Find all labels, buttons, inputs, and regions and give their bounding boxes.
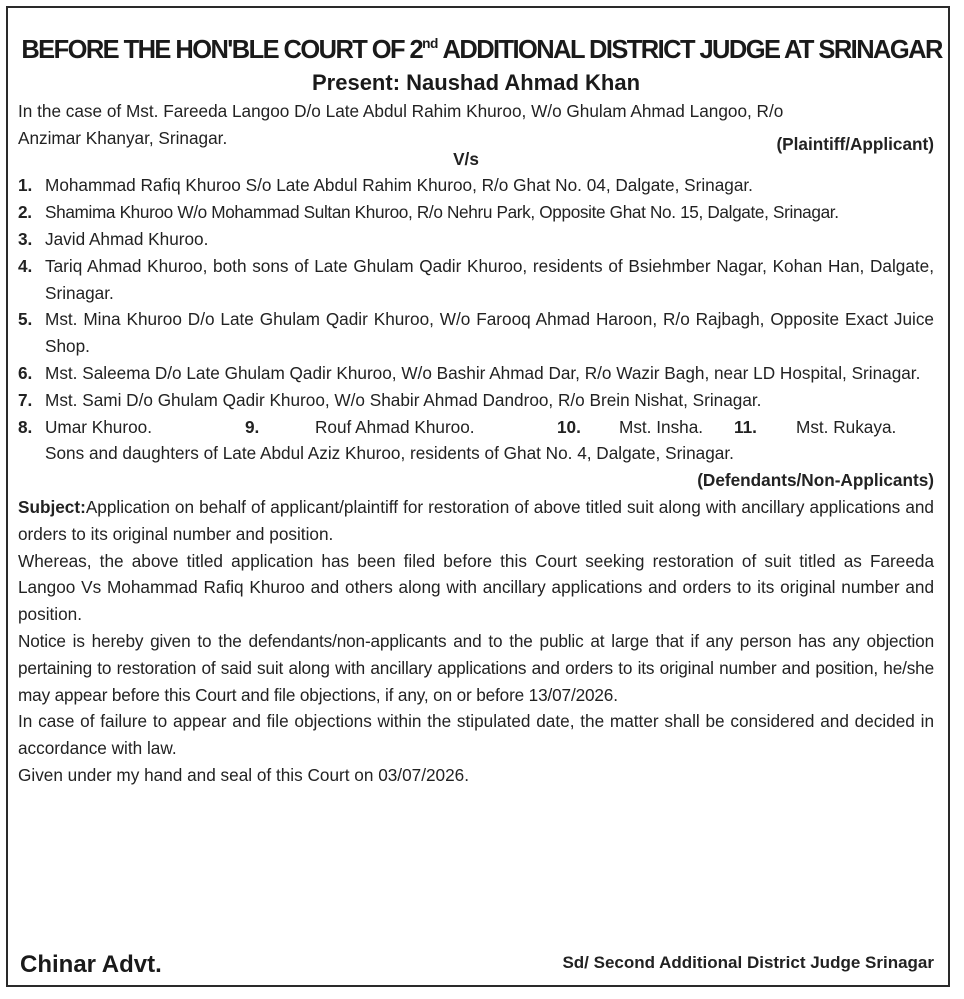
judge-signature: Sd/ Second Additional District Judge Srinagar (562, 953, 934, 973)
defendant-item (18, 253, 934, 307)
defendant-text: Mst. Insha. (619, 416, 704, 437)
versus-label: V/s (453, 148, 479, 169)
whereas-paragraph: Whereas, the above titled application has been filed before this Court seeking restoration of suit titled as Fareeda Langoo Vs Mohammad Rafiq Khuroo and others along with ancillary applications and orders to its original number and position. (18, 550, 934, 625)
defendant-text: Umar Khuroo. (45, 416, 152, 437)
defendant-item (18, 199, 934, 226)
subject-text: Application on behalf of applicant/plaintiff for restoration of above titled suit along with ancillary applications and orders to its original number and position. (18, 496, 934, 544)
heading-ordinal: nd (422, 35, 438, 51)
defendant-item (18, 387, 934, 414)
defendants-list (18, 172, 934, 467)
defendant-number: 8. (18, 416, 33, 437)
notice-paragraph: Notice is hereby given to the defendants/non-applicants and to the public at large that if any person has any objection pertaining to restoration of said suit along with ancillary applications and orders to its original number and position, he/she may appear before this Court and file objections, if any, on or before 13/07/2026. (18, 630, 934, 705)
defendant-number: 5. (18, 309, 33, 330)
advertiser-brand: Chinar Advt. (20, 951, 162, 978)
case-line-2-row (18, 125, 934, 152)
presiding-officer: Present: Naushad Ahmad Khan (311, 70, 641, 95)
subject-label: Subject: (18, 496, 86, 517)
defendant-number: 9. (245, 416, 260, 437)
defendant-text: Shamima Khuroo W/o Mohammad Sultan Khuroo, R/o Nehru Park, Opposite Ghat No. 15, Dalgate, Srinagar. (45, 202, 839, 223)
defendant-text: Javid Ahmad Khuroo. (45, 228, 209, 249)
defendant-text: Mst. Sami D/o Ghulam Qadir Khuroo, W/o Shabir Ahmad Dandroo, R/o Brein Nishat, Srinagar. (45, 389, 762, 410)
failure-paragraph: In case of failure to appear and file objections within the stipulated date, the matter shall be considered and decided in accordance with law. (18, 711, 934, 759)
defendant-item-group (18, 414, 934, 441)
given-paragraph: Given under my hand and seal of this Court on 03/07/2026. (18, 764, 469, 785)
defendant-text: Mst. Rukaya. (796, 416, 897, 437)
defendant-text: Rouf Ahmad Khuroo. (315, 416, 475, 437)
defendants-note: Sons and daughters of Late Abdul Aziz Khuroo, residents of Ghat No. 4, Dalgate, Srinagar. (45, 443, 734, 464)
defendant-number: 3. (18, 228, 33, 249)
defendant-number: 4. (18, 255, 33, 276)
case-line-1: In the case of Mst. Fareeda Langoo D/o Late Abdul Rahim Khuroo, W/o Ghulam Ahmad Langoo, R/o (18, 101, 784, 121)
case-line-2: Anzimar Khanyar, Srinagar. (18, 127, 228, 148)
defendant-number: 1. (18, 175, 33, 196)
defendant-item (18, 172, 934, 199)
defendant-item (18, 360, 934, 387)
court-notice (6, 6, 950, 987)
defendant-text: Mohammad Rafiq Khuroo S/o Late Abdul Rahim Khuroo, R/o Ghat No. 04, Dalgate, Srinagar. (45, 175, 753, 196)
defendant-text: Tariq Ahmad Khuroo, both sons of Late Ghulam Qadir Khuroo, residents of Bsiehmber Nagar, Kohan Han, Dalgate, Srinagar. (45, 255, 934, 303)
notice-footer (18, 947, 934, 981)
defendant-text: Mst. Mina Khuroo D/o Late Ghulam Qadir Khuroo, W/o Farooq Ahmad Haroon, R/o Rajbagh, Opposite Exact Juice Shop. (45, 309, 934, 357)
defendant-text: Mst. Saleema D/o Late Ghulam Qadir Khuroo, W/o Bashir Ahmad Dar, R/o Wazir Bagh, near LD Hospital, Srinagar. (45, 362, 921, 383)
defendant-item (18, 306, 934, 360)
defendant-number: 11. (734, 416, 757, 437)
defendant-item (18, 226, 934, 253)
notice-heading (21, 26, 942, 66)
subject-paragraph (18, 494, 934, 548)
defendants-note-item (18, 440, 934, 467)
defendant-number: 10. (557, 416, 581, 437)
plaintiff-role: (Plaintiff/Applicant) (776, 133, 934, 154)
defendant-number: 6. (18, 362, 33, 383)
heading-text-after: ADDITIONAL DISTRICT JUDGE AT SRINAGAR (437, 34, 942, 64)
defendants-role: (Defendants/Non-Applicants) (697, 470, 934, 491)
defendant-number: 7. (18, 389, 33, 410)
defendant-number: 2. (18, 202, 32, 223)
case-title (18, 98, 934, 172)
heading-text-before: BEFORE THE HON'BLE COURT OF 2 (21, 34, 423, 64)
